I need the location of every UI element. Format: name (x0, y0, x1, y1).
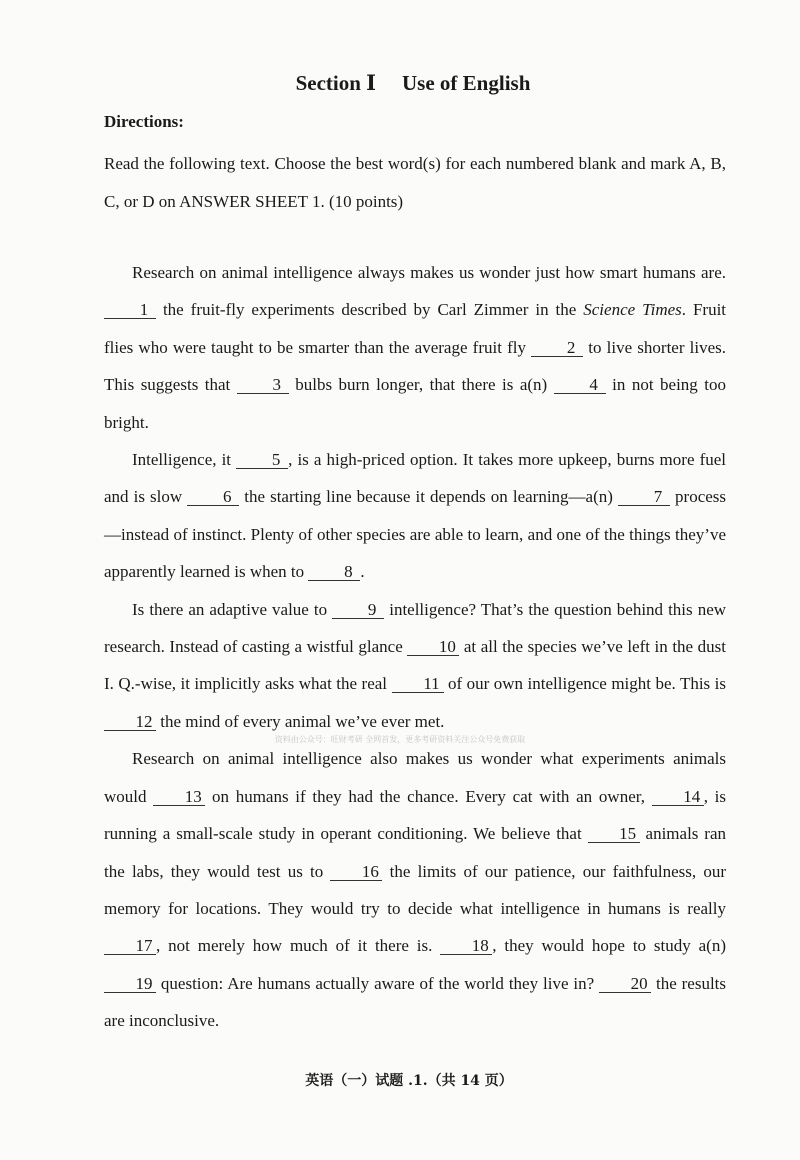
blank-14: 14 (652, 788, 704, 806)
blank-4: 4 (554, 376, 606, 394)
passage-text: to live shorter lives. This suggests that (104, 337, 727, 395)
passage-text: the starting line because it depends on learning—a(n) (244, 487, 613, 507)
paragraph-2 (104, 441, 726, 591)
blank-10: 10 (407, 638, 459, 656)
passage-text: question: Are humans actually aware of the world they live in? (160, 973, 595, 993)
passage-text: intelligence? That’s the question behind this new research. Instead of casting a wistful glance (104, 599, 727, 657)
passage-text: the fruit-fly experiments described by Carl Zimmer in the (162, 300, 577, 320)
blank-8: 8 (308, 563, 360, 581)
directions-label: Directions: (104, 112, 184, 131)
blank-2: 2 (531, 339, 583, 357)
paragraph-1 (104, 254, 726, 441)
blank-7: 7 (618, 488, 670, 506)
passage-text: in not being too bright. (104, 375, 726, 432)
blank-3: 3 (237, 376, 289, 394)
passage-text: Research on animal intelligence always makes us wonder just how smart humans are. (132, 263, 726, 282)
passage-text: of our own intelligence might be. This is (447, 674, 726, 694)
passage-text: Intelligence, it (132, 450, 232, 470)
passage-text: Is there an adaptive value to (132, 599, 328, 619)
blank-20: 20 (599, 975, 651, 993)
passage (104, 254, 726, 1040)
section-name: Use of English (402, 71, 531, 95)
paragraph-4 (104, 740, 726, 1039)
passage-text: . (360, 562, 365, 582)
passage-text: bulbs burn longer, that there is a(n) (295, 375, 548, 395)
passage-text: the limits of our patience, our faithfulness, our memory for locations. They would try to decide what intelligence in humans is really (104, 861, 726, 918)
passage-text: , is a high-priced option. It takes more upkeep, burns more fuel and is slow (104, 450, 727, 507)
blank-1: 1 (104, 301, 156, 319)
italic-title: Science Times (583, 300, 682, 320)
blank-17: 17 (104, 937, 156, 955)
passage-text: , is running a small-scale study in operant conditioning. We believe that (104, 786, 727, 844)
paragraph-3 (104, 591, 726, 741)
section-number: Section Ⅰ (295, 71, 377, 95)
blank-6: 6 (187, 488, 239, 506)
page-footer: 英语（一）试题 .1.（共 14 页） (305, 1073, 513, 1089)
passage-text: , not merely how much of it there is. (156, 936, 433, 956)
blank-11: 11 (392, 675, 444, 693)
passage-text: the mind of every animal we’ve ever met. (160, 711, 445, 731)
blank-15: 15 (588, 825, 640, 843)
blank-12: 12 (104, 713, 156, 731)
section-title (0, 70, 800, 96)
blank-5: 5 (236, 451, 288, 469)
passage-text: at all the species we’ve left in the dust I. Q.-wise, it implicitly asks what the real (104, 637, 726, 694)
passage-text: . Fruit flies who were taught to be smarter than the average fruit fly (104, 300, 727, 357)
passage-text: on humans if they had the chance. Every cat with an owner, (211, 786, 645, 806)
blank-19: 19 (104, 975, 156, 993)
blank-16: 16 (330, 863, 382, 881)
directions-text: Read the following text. Choose the best word(s) for each numbered blank and mark A, B, C, or D on ANSWER SHEET 1. (10 points) (104, 154, 726, 211)
passage-text: the results are inconclusive. (104, 973, 727, 1031)
blank-13: 13 (153, 788, 205, 806)
passage-text: Research on animal intelligence also makes us wonder what experiments animals would (104, 749, 726, 806)
passage-text: , they would hope to study a(n) (492, 936, 727, 956)
blank-9: 9 (332, 601, 384, 619)
passage-text: process—instead of instinct. Plenty of other species are able to learn, and one of the things they’ve apparently learned is when to (104, 487, 727, 582)
watermark-text: 资料由公众号：旺财考研 全网首发，更多考研资料关注公众号免费获取 (274, 735, 526, 744)
passage-text: animals ran the labs, they would test us to (104, 824, 727, 881)
blank-18: 18 (440, 937, 492, 955)
